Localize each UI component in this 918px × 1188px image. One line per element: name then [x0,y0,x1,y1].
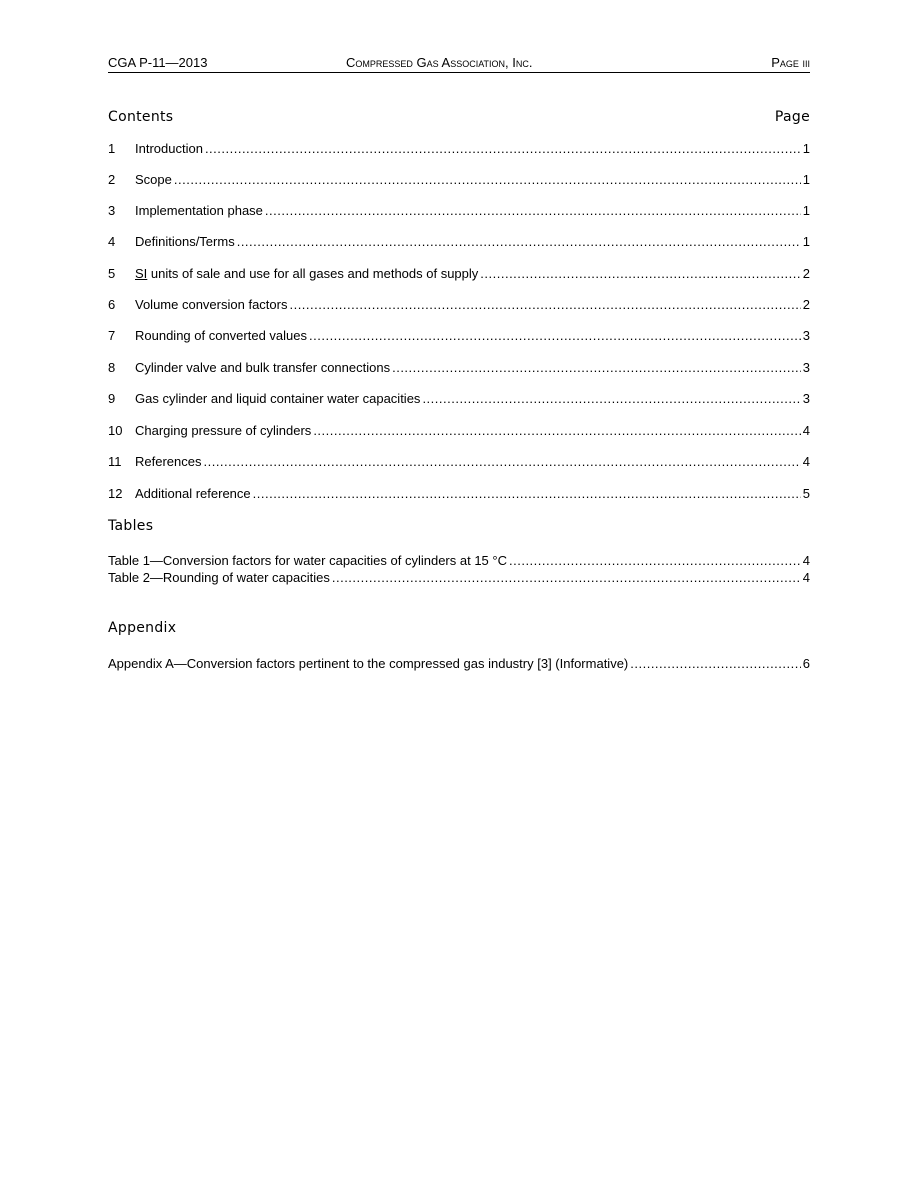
toc-page: 4 [802,570,810,585]
dot-leader [265,203,801,218]
toc-number: 7 [108,328,116,343]
toc-number: 11 [108,454,122,469]
table-entry-1[interactable] [108,553,810,568]
toc-entry-7[interactable] [108,328,810,343]
document-id: CGA P-11—2013 [108,55,208,70]
toc-title: Charging pressure of cylinders [135,423,312,438]
toc-number: 10 [108,423,123,438]
dot-leader [253,486,801,501]
toc-title: Rounding of converted values [135,328,308,343]
dot-leader [313,423,800,438]
toc-number: 4 [108,234,116,249]
toc-page: 3 [802,328,810,343]
toc-page: 4 [802,423,810,438]
toc-page: 1 [802,203,810,218]
appendix-entry-a[interactable] [108,656,810,671]
page-header [108,56,810,73]
si-abbreviation: SI [135,266,148,281]
toc-number: 9 [108,391,116,406]
toc-title: References [135,454,202,469]
dot-leader [203,454,800,469]
toc-entry-4[interactable] [108,234,810,249]
table-entry-2[interactable] [108,570,810,585]
toc-title: Appendix A—Conversion factors pertinent to the compressed gas industry [3] (Informative) [108,656,629,671]
tables-heading: Tables [108,518,154,534]
toc-title: Table 1—Conversion factors for water capacities of cylinders at 15 °C [108,553,507,568]
toc-title: Cylinder valve and bulk transfer connections [135,360,391,375]
toc-title: Introduction [135,141,203,156]
dot-leader [174,172,801,187]
page-number-label: Page iii [771,55,810,70]
toc-number: 5 [108,266,116,281]
toc-page: 1 [802,234,810,249]
toc-page: 1 [802,172,810,187]
toc-number: 12 [108,486,123,501]
toc-page: 2 [802,297,810,312]
toc-page: 5 [802,486,810,501]
dot-leader [392,360,801,375]
toc-entry-8[interactable] [108,360,810,375]
toc-entry-6[interactable] [108,297,810,312]
dot-leader [289,297,800,312]
dot-leader [332,570,801,585]
toc-entry-5[interactable] [108,266,810,281]
toc-title: Volume conversion factors [135,297,288,312]
dot-leader [509,553,801,568]
toc-title: Scope [135,172,172,187]
toc-entry-11[interactable] [108,454,810,469]
toc-number: 6 [108,297,116,312]
toc-entry-2[interactable] [108,172,810,187]
toc-entry-12[interactable] [108,486,810,501]
toc-number: 8 [108,360,116,375]
dot-leader [480,266,800,281]
toc-number: 1 [108,141,116,156]
toc-page: 1 [802,141,810,156]
dot-leader [237,234,801,249]
dot-leader [422,391,800,406]
dot-leader [630,656,801,671]
toc-page: 3 [802,360,810,375]
toc-title: Implementation phase [135,203,263,218]
toc-number: 3 [108,203,116,218]
toc-entry-10[interactable] [108,423,810,438]
toc-entry-1[interactable] [108,141,810,156]
publisher-name: Compressed Gas Association, Inc. [346,55,533,70]
toc-title [135,266,478,281]
appendix-heading: Appendix [108,620,177,636]
toc-page: 6 [802,656,810,671]
toc-page: 3 [802,391,810,406]
dot-leader [309,328,801,343]
toc-page: 2 [802,266,810,281]
toc-title: Definitions/Terms [135,234,235,249]
page-column-label: Page [774,109,810,125]
toc-page: 4 [802,454,810,469]
toc-entry-9[interactable] [108,391,810,406]
toc-page: 4 [802,553,810,568]
toc-title: Gas cylinder and liquid container water capacities [135,391,421,406]
toc-title-rest: units of sale and use for all gases and methods of supply [147,266,479,281]
contents-heading: Contents [108,109,174,125]
toc-title: Additional reference [135,486,251,501]
dot-leader [205,141,801,156]
toc-number: 2 [108,172,116,187]
toc-entry-3[interactable] [108,203,810,218]
toc-title: Table 2—Rounding of water capacities [108,570,330,585]
